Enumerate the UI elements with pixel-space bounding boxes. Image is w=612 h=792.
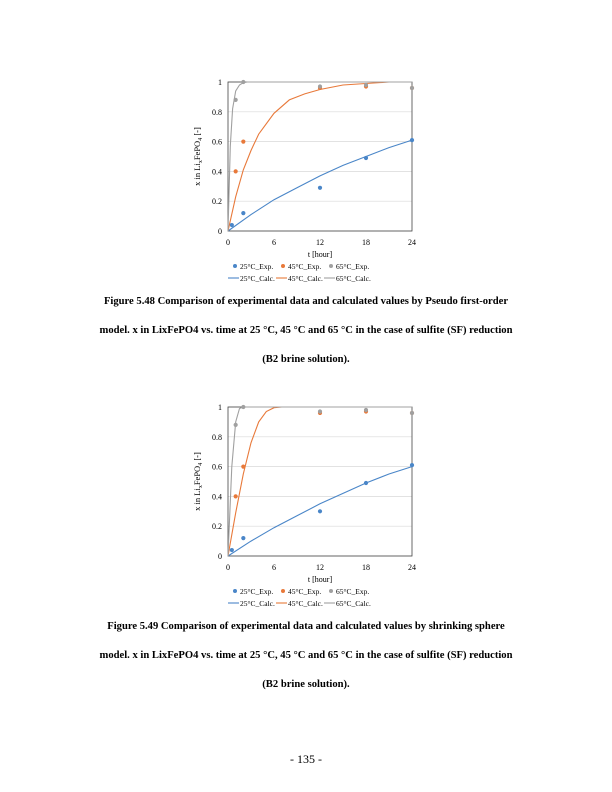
legend-marker — [233, 589, 237, 593]
series-line — [228, 82, 412, 231]
data-point — [234, 423, 238, 427]
legend-label: 45°C_Exp. — [288, 262, 322, 271]
legend-marker — [281, 589, 285, 593]
y-tick-label: 0.8 — [212, 432, 222, 442]
y-tick-label: 0.2 — [212, 522, 222, 532]
x-tick-label: 18 — [362, 238, 370, 247]
data-point — [318, 509, 322, 513]
data-point — [410, 86, 414, 90]
caption-line: model. x in LixFePO4 vs. time at 25 °C, 45 °C and 65 °C in the case of sulfite (SF) reduction — [99, 650, 513, 661]
data-point — [364, 156, 368, 160]
legend-label: 25°C_Calc. — [240, 274, 275, 283]
series-line — [228, 407, 412, 556]
legend-label: 45°C_Calc. — [288, 599, 323, 608]
y-tick-label: 0.2 — [212, 197, 222, 207]
legend-label: 25°C_Calc. — [240, 599, 275, 608]
y-tick-label: 0 — [218, 552, 222, 561]
legend-marker — [281, 264, 285, 268]
x-axis-label: t [hour] — [307, 250, 333, 259]
y-tick-label: 0.6 — [212, 462, 222, 472]
data-point — [241, 211, 245, 215]
data-point — [241, 536, 245, 540]
legend-label: 65°C_Exp. — [336, 262, 370, 271]
x-tick-label: 12 — [316, 238, 324, 247]
figure-5-49-chart — [190, 395, 430, 610]
y-tick-label: 0.4 — [212, 492, 222, 502]
data-point — [318, 186, 322, 190]
y-axis-label: x in $Li_xFePO_4$ [-] — [192, 452, 204, 511]
figure-5-48-caption — [40, 287, 572, 374]
x-tick-label: 0 — [226, 563, 230, 572]
data-point — [230, 548, 234, 552]
figure-5-48-chart — [190, 70, 430, 285]
data-point — [410, 138, 414, 142]
legend-label: 25°C_Exp. — [240, 587, 274, 596]
chart-svg — [190, 70, 430, 285]
y-tick-label: 0.4 — [212, 167, 222, 177]
data-point — [241, 80, 245, 84]
legend-marker — [329, 589, 333, 593]
legend-label: 65°C_Calc. — [336, 274, 371, 283]
data-point — [234, 494, 238, 498]
x-tick-label: 24 — [408, 563, 416, 572]
page-number: - 135 - — [290, 752, 322, 766]
data-point — [364, 83, 368, 87]
legend-label: 45°C_Calc. — [288, 274, 323, 283]
caption-line: (B2 brine solution). — [262, 679, 350, 690]
y-tick-label: 0.8 — [212, 107, 222, 117]
data-point — [234, 98, 238, 102]
y-tick-label: 0.6 — [212, 137, 222, 147]
y-tick-label: 0 — [218, 227, 222, 236]
data-point — [410, 411, 414, 415]
chart-svg — [190, 395, 430, 610]
x-tick-label: 12 — [316, 563, 324, 572]
legend-marker — [233, 264, 237, 268]
data-point — [241, 140, 245, 144]
caption-line: Figure 5.48 Comparison of experimental data and calculated values by Pseudo first-order — [103, 296, 509, 307]
data-point — [410, 463, 414, 467]
legend-label: 65°C_Exp. — [336, 587, 370, 596]
data-point — [241, 405, 245, 409]
data-point — [241, 465, 245, 469]
data-point — [318, 409, 322, 413]
plot-area — [228, 82, 412, 231]
series-line — [228, 82, 412, 231]
x-tick-label: 0 — [226, 238, 230, 247]
data-point — [364, 408, 368, 412]
caption-line: (B2 brine solution). — [262, 354, 350, 365]
x-tick-label: 18 — [362, 563, 370, 572]
legend-label: 65°C_Calc. — [336, 599, 371, 608]
data-point — [230, 223, 234, 227]
data-point — [364, 481, 368, 485]
caption-line: Figure 5.49 Comparison of experimental data and calculated values by shrinking sphere — [107, 621, 505, 632]
legend-label: 45°C_Exp. — [288, 587, 322, 596]
x-tick-label: 6 — [272, 238, 276, 247]
data-point — [234, 169, 238, 173]
y-tick-label: 1 — [218, 78, 222, 87]
y-axis-label: x in $Li_xFePO_4$ [-] — [192, 127, 204, 186]
series-line — [228, 140, 412, 231]
x-tick-label: 24 — [408, 238, 416, 247]
caption-line: model. x in LixFePO4 vs. time at 25 °C, 45 °C and 65 °C in the case of sulfite (SF) reduction — [99, 325, 513, 336]
legend-marker — [329, 264, 333, 268]
figure-5-49-caption — [40, 612, 572, 699]
legend-label: 25°C_Exp. — [240, 262, 274, 271]
data-point — [318, 84, 322, 88]
y-tick-label: 1 — [218, 403, 222, 412]
x-tick-label: 6 — [272, 563, 276, 572]
x-axis-label: t [hour] — [307, 575, 333, 584]
